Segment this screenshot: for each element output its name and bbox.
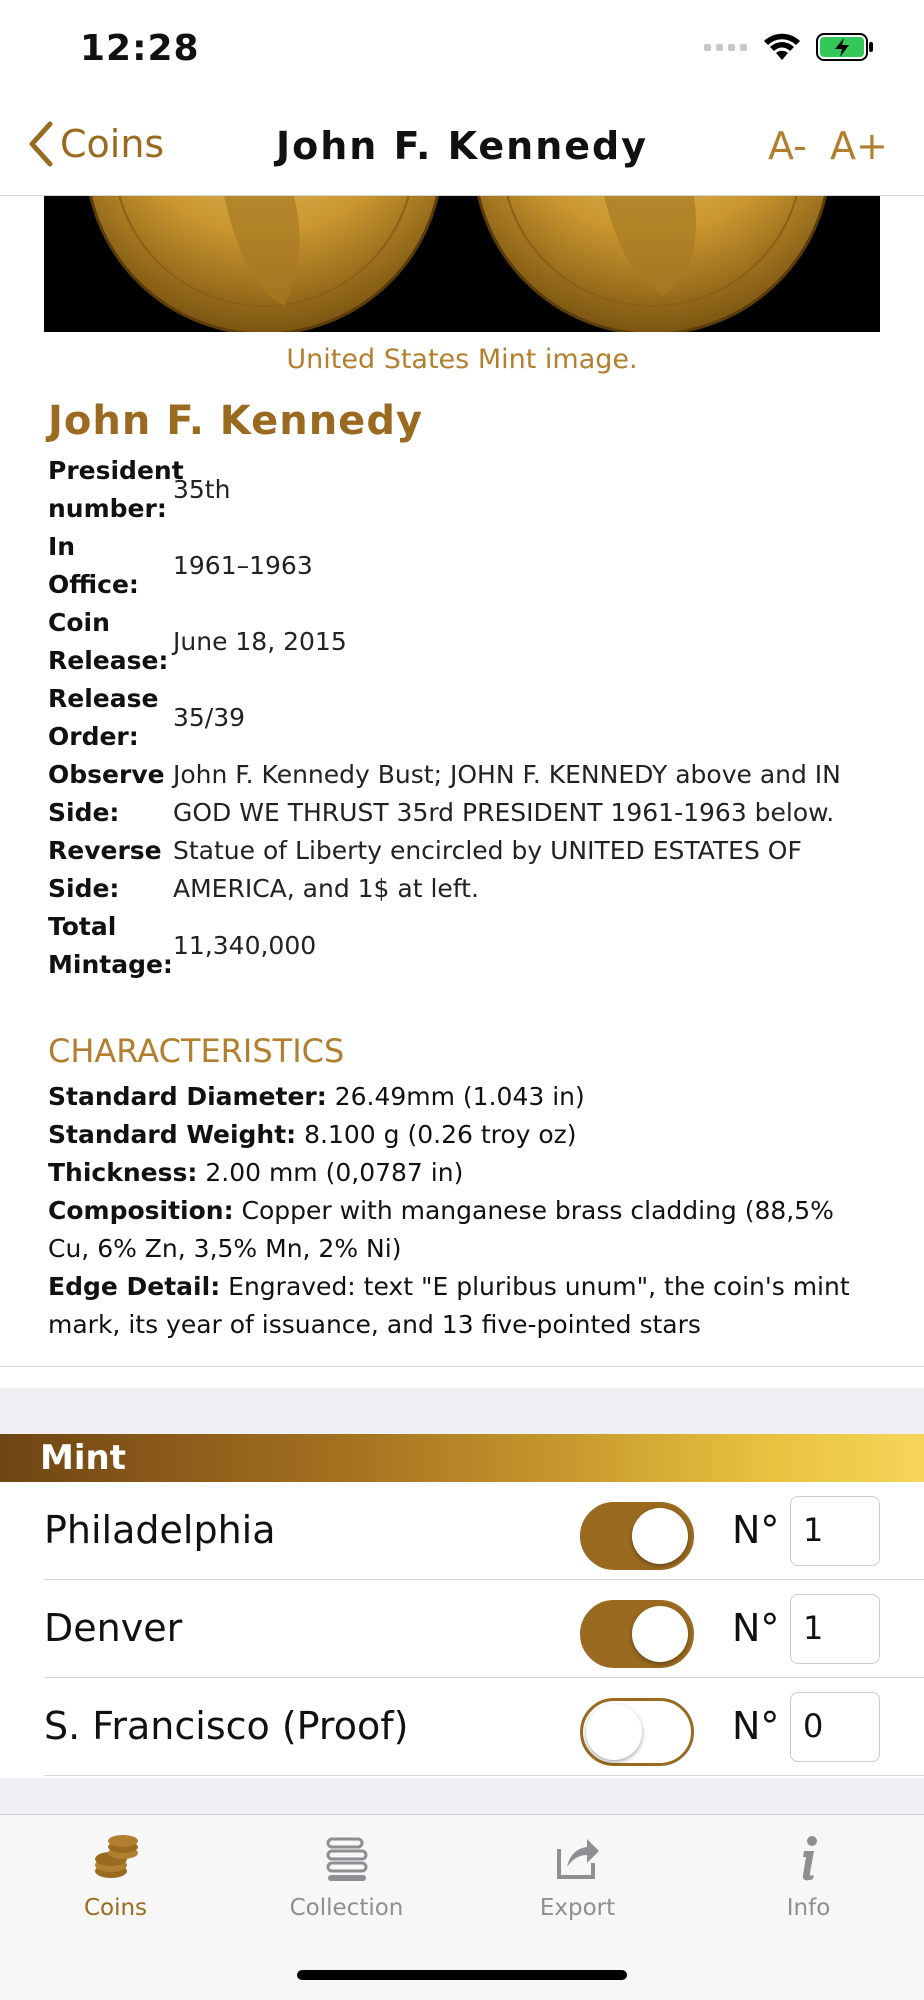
detail-label: In Office:: [48, 532, 139, 599]
characteristic-value: 2.00 mm (0,0787 in): [205, 1158, 464, 1187]
detail-label: Reverse Side:: [48, 836, 162, 903]
characteristics-heading: CHARACTERISTICS: [48, 1032, 345, 1070]
mint-row-philadelphia: [0, 1482, 924, 1580]
section-gap: [0, 1778, 924, 1814]
coins-stack-icon: [91, 1833, 141, 1883]
home-indicator[interactable]: [297, 1970, 627, 1980]
back-label: Coins: [60, 122, 165, 166]
detail-label: Coin Release:: [48, 608, 169, 675]
wifi-icon: [762, 32, 802, 62]
mint-section-title: Mint: [40, 1438, 126, 1478]
philadelphia-count-field[interactable]: 1: [790, 1496, 880, 1566]
characteristic-label: Edge Detail:: [48, 1272, 221, 1301]
image-caption: United States Mint image.: [286, 344, 638, 375]
detail-value: 35/39: [173, 703, 246, 732]
toggle-knob: [632, 1606, 688, 1662]
denver-count-field[interactable]: 1: [790, 1594, 880, 1664]
characteristic-item: [48, 1154, 878, 1192]
status-icons: [704, 32, 874, 62]
cellular-signal-icon: [704, 40, 748, 54]
tab-label: Collection: [289, 1895, 404, 1921]
characteristic-label: Standard Weight:: [48, 1120, 297, 1149]
detail-row: [48, 680, 878, 756]
tab-label: Info: [786, 1895, 831, 1921]
characteristic-item: [48, 1116, 878, 1154]
detail-value: June 18, 2015: [173, 627, 347, 656]
characteristic-value: 26.49mm (1.043 in): [334, 1082, 585, 1111]
characteristic-item: [48, 1078, 878, 1116]
characteristic-label: Standard Diameter:: [48, 1082, 327, 1111]
mint-name: Philadelphia: [44, 1508, 276, 1552]
detail-value: 1961–1963: [173, 551, 313, 580]
detail-row: [48, 604, 878, 680]
characteristic-item: [48, 1268, 878, 1344]
characteristic-item: [48, 1192, 878, 1268]
detail-value: Statue of Liberty encircled by UNITED ESTATES OF AMERICA, and 1$ at left.: [173, 836, 802, 903]
detail-label: Release Order:: [48, 684, 159, 751]
san-francisco-toggle[interactable]: [580, 1698, 694, 1766]
status-bar: [0, 0, 924, 100]
mint-section-header: [0, 1434, 924, 1482]
coin-image: [44, 196, 880, 332]
battery-charging-icon: [816, 32, 874, 62]
tab-collection[interactable]: [231, 1833, 462, 1921]
number-label: N°: [732, 1508, 780, 1552]
row-divider: [44, 1775, 924, 1776]
toggle-knob: [586, 1704, 642, 1760]
characteristic-label: Thickness:: [48, 1158, 198, 1187]
philadelphia-toggle[interactable]: [580, 1502, 694, 1570]
mint-name: S. Francisco (Proof): [44, 1704, 409, 1748]
characteristic-value: Copper with manganese brass cladding (88,5% Cu, 6% Zn, 3,5% Mn, 2% Ni): [48, 1196, 834, 1263]
number-label: N°: [732, 1606, 780, 1650]
detail-row: [48, 756, 878, 832]
detail-label: Observe Side:: [48, 760, 165, 827]
detail-value: 35th: [173, 475, 231, 504]
tab-export[interactable]: [462, 1833, 693, 1921]
detail-label: President number:: [48, 456, 184, 523]
collection-stack-icon: [322, 1833, 372, 1883]
detail-row: [48, 452, 878, 528]
divider: [0, 1366, 924, 1367]
coin-details: [48, 452, 878, 984]
characteristic-value: Engraved: text "E pluribus unum", the coin's mint mark, its year of issuance, and 13 five-pointed stars: [48, 1272, 850, 1339]
mint-name: Denver: [44, 1606, 183, 1650]
increase-font-button[interactable]: A+: [830, 124, 888, 168]
page-title: John F. Kennedy: [275, 124, 649, 168]
denver-toggle[interactable]: [580, 1600, 694, 1668]
detail-value: John F. Kennedy Bust; JOHN F. KENNEDY above and IN GOD WE THRUST 35rd PRESIDENT 1961-1963 below.: [173, 760, 841, 827]
san-francisco-count-field[interactable]: 0: [790, 1692, 880, 1762]
coin-name: John F. Kennedy: [48, 398, 424, 444]
number-label: N°: [732, 1704, 780, 1748]
detail-row: [48, 908, 878, 984]
detail-value: 11,340,000: [173, 931, 317, 960]
characteristic-value: 8.100 g (0.26 troy oz): [304, 1120, 577, 1149]
characteristics-list: [48, 1078, 878, 1344]
tab-label: Coins: [83, 1895, 148, 1921]
detail-row: [48, 528, 878, 604]
detail-row: [48, 832, 878, 908]
characteristic-label: Composition:: [48, 1196, 234, 1225]
share-export-icon: [553, 1833, 603, 1883]
detail-label: Total Mintage:: [48, 912, 173, 979]
tab-info[interactable]: [693, 1833, 924, 1921]
mint-row-san-francisco: [0, 1678, 924, 1776]
info-icon: [784, 1833, 834, 1883]
status-time: 12:28: [80, 28, 200, 69]
navigation-bar: [0, 100, 924, 196]
tab-coins[interactable]: [0, 1833, 231, 1921]
section-gap: [0, 1388, 924, 1434]
tab-label: Export: [539, 1895, 616, 1921]
mint-row-denver: [0, 1580, 924, 1678]
toggle-knob: [632, 1508, 688, 1564]
decrease-font-button[interactable]: A-: [768, 124, 807, 168]
